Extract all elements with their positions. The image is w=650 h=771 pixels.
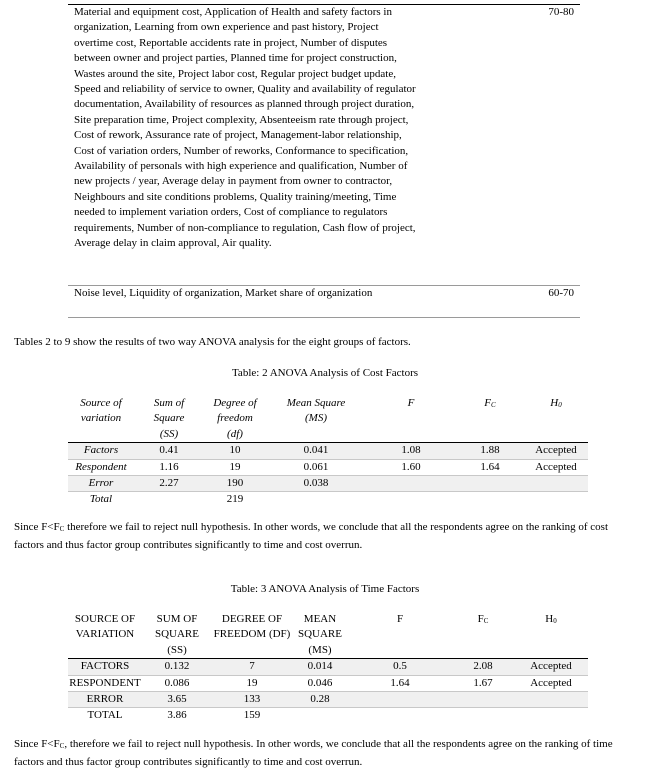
header-ss: SUM OF SQUARE (SS) (142, 612, 212, 659)
table-row (68, 5, 580, 285)
intro-paragraph: Tables 2 to 9 show the results of two way ANOVA analysis for the eight groups of factors. (14, 336, 411, 348)
anova-table-cost (68, 396, 588, 508)
anova-table-time (68, 612, 588, 724)
header-f: F (366, 396, 456, 443)
table-row: TOTAL 3.86 159 (68, 708, 588, 724)
table-row: ERROR 3.65 133 0.28 (68, 692, 588, 708)
header-fc: FC (456, 396, 524, 443)
factor-list-cell: Material and equipment cost, Application of Health and safety factors in organization, Learning from own experience and past history, Project overtime cost, Reportable accidents rate in project, Number of disputes between owner and project parties, Planned time for project construction, Wastes around the site, Project labor cost, Regular project budget update, Speed and reliability of service to owner, Quality and availability of regulator documentation, Availability of resources as planned through project duration, Site preparation time, Project complexity, Absenteeism rate through project, Cost of rework, Assurance rate of project, Management-labor relationship, Cost of variation orders, Number of reworks, Conformance to specification, Availability of personals with high experience and qualification, Number of new projects / year, Average delay in payment from owner to contractor, Neighbours and site conditions problems, Quality training/meeting, Time needed to implement variation orders, Cost of compliance to regulators requirements, Number of non-compliance to regulation, Cash flow of project, Average delay in claim approval, Air quality. (74, 6, 416, 250)
header-h0: H0 (524, 396, 588, 443)
header-source: Source of variation (68, 396, 134, 443)
header-df: Degree of freedom (df) (204, 396, 266, 443)
table-header-row (68, 612, 588, 659)
table-row: Respondent 1.16 19 0.061 1.60 1.64 Accepted (68, 459, 588, 475)
table-row: Error 2.27 190 0.038 (68, 476, 588, 492)
table2-caption: Table: 2 ANOVA Analysis of Cost Factors (231, 367, 419, 379)
table-header-row (68, 396, 588, 443)
factor-list-cell: Noise level, Liquidity of organization, Market share of organization (74, 287, 373, 299)
range-cell: 60-70 (548, 287, 574, 299)
cost-conclusion-paragraph: Since F<FC therefore we fail to reject null hypothesis. In other words, we conclude that all the respondents agree on the ranking of cost factors and thus factor group contributes significantly to time and cost overrun. (14, 521, 609, 551)
factors-range-table (68, 4, 580, 318)
time-conclusion-paragraph: Since F<FC, therefore we fail to reject null hypothesis. In other words, we conclude that all the respondents agree on the ranking of time factors and thus factor group contributes significantly to time and cost overrun. (14, 738, 613, 768)
header-f: F (348, 612, 452, 659)
table-bottom-rule (68, 317, 580, 318)
header-df: DEGREE OF FREEDOM (DF) (212, 612, 292, 659)
header-ss: Sum of Square (SS) (134, 396, 204, 443)
header-h0: H0 (514, 612, 588, 659)
header-source: SOURCE OF VARIATION (68, 612, 142, 659)
table-row: RESPONDENT 0.086 19 0.046 1.64 1.67 Accepted (68, 675, 588, 691)
header-ms: Mean Square (MS) (266, 396, 366, 443)
table-row: Factors 0.41 10 0.041 1.08 1.88 Accepted (68, 443, 588, 459)
header-fc: FC (452, 612, 514, 659)
header-ms: MEAN SQUARE (MS) (292, 612, 348, 659)
table-row (68, 286, 580, 317)
table-row: Total 219 (68, 492, 588, 508)
range-cell: 70-80 (548, 6, 574, 18)
table3-caption: Table: 3 ANOVA Analysis of Time Factors (230, 583, 420, 595)
table-row: FACTORS 0.132 7 0.014 0.5 2.08 Accepted (68, 659, 588, 675)
